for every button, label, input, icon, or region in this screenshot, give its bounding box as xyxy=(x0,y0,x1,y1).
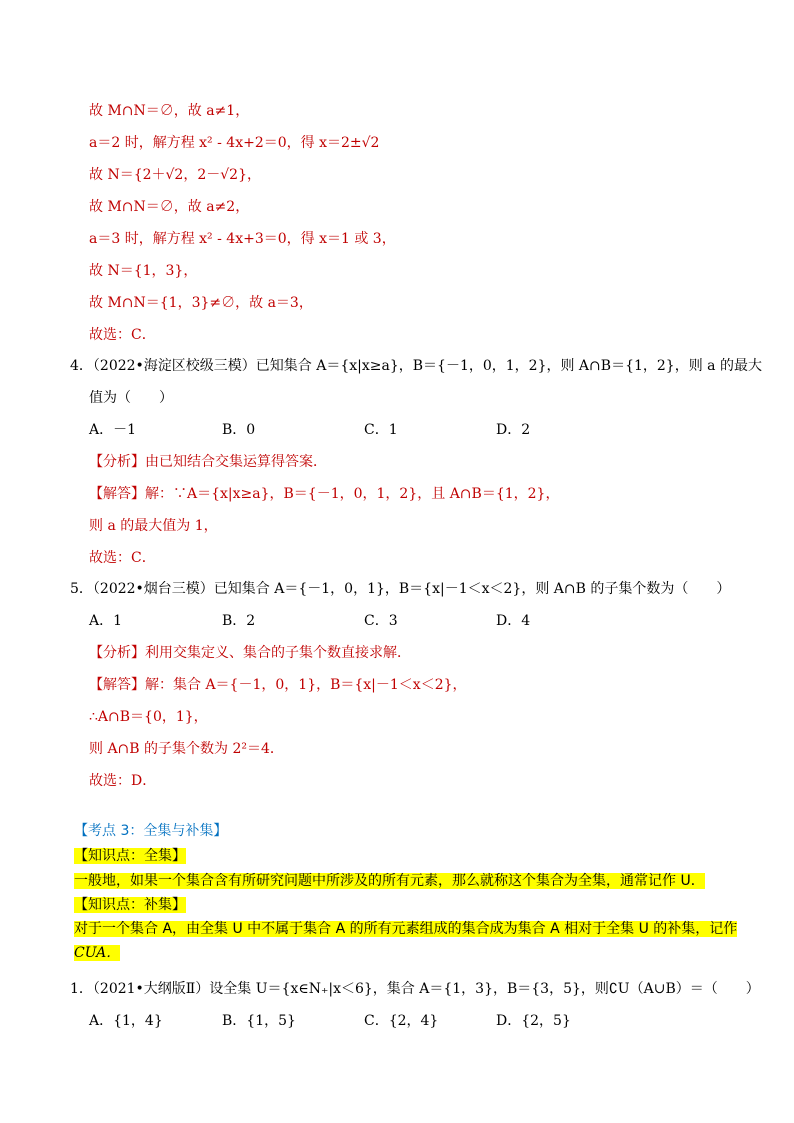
q4-option-b: B．0 xyxy=(222,422,256,438)
q1-stem: 1．（2021•大纲版Ⅱ）设全集 U＝{x∈N₊|x＜6}，集合 A＝{1，3}，B＝{3，5}，则∁U（A∪B）＝（ ） xyxy=(70,981,760,997)
q5-stem: 5．（2022•烟台三模）已知集合 A＝{－1，0，1}，B＝{x|－1＜x＜2}，则 A∩B 的子集个数为（ ） xyxy=(70,581,731,597)
q1-option-d: D．{2，5} xyxy=(496,1013,571,1029)
knowledge-point-1-body: 一般地，如果一个集合含有所研究问题中所涉及的所有元素，那么就称这个集合为全集，通常记作 U． xyxy=(74,873,705,889)
q5-answer-line-3: 则 A∩B 的子集个数为 2²＝4． xyxy=(89,741,284,757)
q5-analysis-text: 利用交集定义、集合的子集个数直接求解． xyxy=(145,645,411,661)
knowledge-point-1-tag xyxy=(74,847,186,865)
solution-line-1: 故 M∩N＝∅，故 a≠1， xyxy=(89,103,250,119)
q5-answer-line-4: 故选：D． xyxy=(89,773,157,789)
q5-option-d: D．4 xyxy=(496,613,531,629)
complement-notation: CUA． xyxy=(74,945,121,961)
q4-stem-cont: 值为（ ） xyxy=(89,390,173,406)
solution-line-3: 故 N＝{2＋√2，2－√2}， xyxy=(89,167,261,183)
knowledge-point-1-tag-text: 【知识点：全集】 xyxy=(74,848,186,864)
knowledge-point-2-body: 对于一个集合 A，由全集 U 中不属于集合 A 的所有元素组成的集合成为集合 A 相对于全集 U 的补集，记作 xyxy=(74,921,738,937)
solution-line-4: 故 M∩N＝∅，故 a≠2， xyxy=(89,199,250,215)
q5-option-c: C．3 xyxy=(364,613,398,629)
q4-stem: 4．（2022•海淀区校级三模）已知集合 A＝{x|x≥a}，B＝{－1，0，1，2}，则 A∩B＝{1，2}，则 a 的最大 xyxy=(70,358,762,374)
q1-option-c: C．{2，4} xyxy=(364,1013,439,1029)
q4-option-c: C．1 xyxy=(364,422,398,438)
q5-answer-tag: 【解答】 xyxy=(89,677,145,693)
q5-answer xyxy=(89,676,467,694)
q4-analysis-text: 由已知结合交集运算得答案． xyxy=(145,454,327,470)
knowledge-point-2-text xyxy=(74,920,737,938)
solution-line-5: a＝3 时，解方程 x² - 4x+3＝0，得 x＝1 或 3， xyxy=(89,231,396,247)
q1-option-a: A．{1，4} xyxy=(89,1013,163,1029)
knowledge-point-2-text-cont xyxy=(74,944,120,962)
q5-option-b: B．2 xyxy=(222,613,256,629)
q4-analysis xyxy=(89,453,327,471)
q4-answer-tag: 【解答】 xyxy=(89,486,145,502)
solution-line-7: 故 M∩N＝{1，3}≠∅，故 a＝3， xyxy=(89,295,313,311)
knowledge-point-2-tag xyxy=(74,896,186,914)
knowledge-point-2-tag-text: 【知识点：补集】 xyxy=(74,897,186,913)
solution-line-2: a＝2 时，解方程 x² - 4x+2＝0，得 x＝2±√2 xyxy=(89,135,380,151)
q5-answer-line-2: ∴A∩B＝{0，1}， xyxy=(89,709,208,725)
q4-option-d: D．2 xyxy=(496,422,531,438)
q1-option-b: B．{1，5} xyxy=(222,1013,296,1029)
q4-answer-text: 解：∵A＝{x|x≥a}，B＝{－1，0，1，2}，且 A∩B＝{1，2}， xyxy=(145,486,560,502)
q4-answer xyxy=(89,485,559,503)
solution-line-8: 故选：C． xyxy=(89,327,156,343)
solution-line-6: 故 N＝{1，3}， xyxy=(89,263,198,279)
q5-option-a: A．1 xyxy=(89,613,123,629)
section-heading: 【考点 3：全集与补集】 xyxy=(74,823,228,839)
q4-answer-line-2: 则 a 的最大值为 1， xyxy=(89,518,218,534)
knowledge-point-1-text xyxy=(74,872,705,890)
q5-answer-text: 解：集合 A＝{－1，0，1}，B＝{x|－1＜x＜2}， xyxy=(145,677,467,693)
q4-analysis-tag: 【分析】 xyxy=(89,454,145,470)
q5-analysis-tag: 【分析】 xyxy=(89,645,145,661)
q4-answer-line-3: 故选：C． xyxy=(89,550,156,566)
q5-analysis xyxy=(89,644,411,662)
q4-option-a: A．－1 xyxy=(89,422,137,438)
